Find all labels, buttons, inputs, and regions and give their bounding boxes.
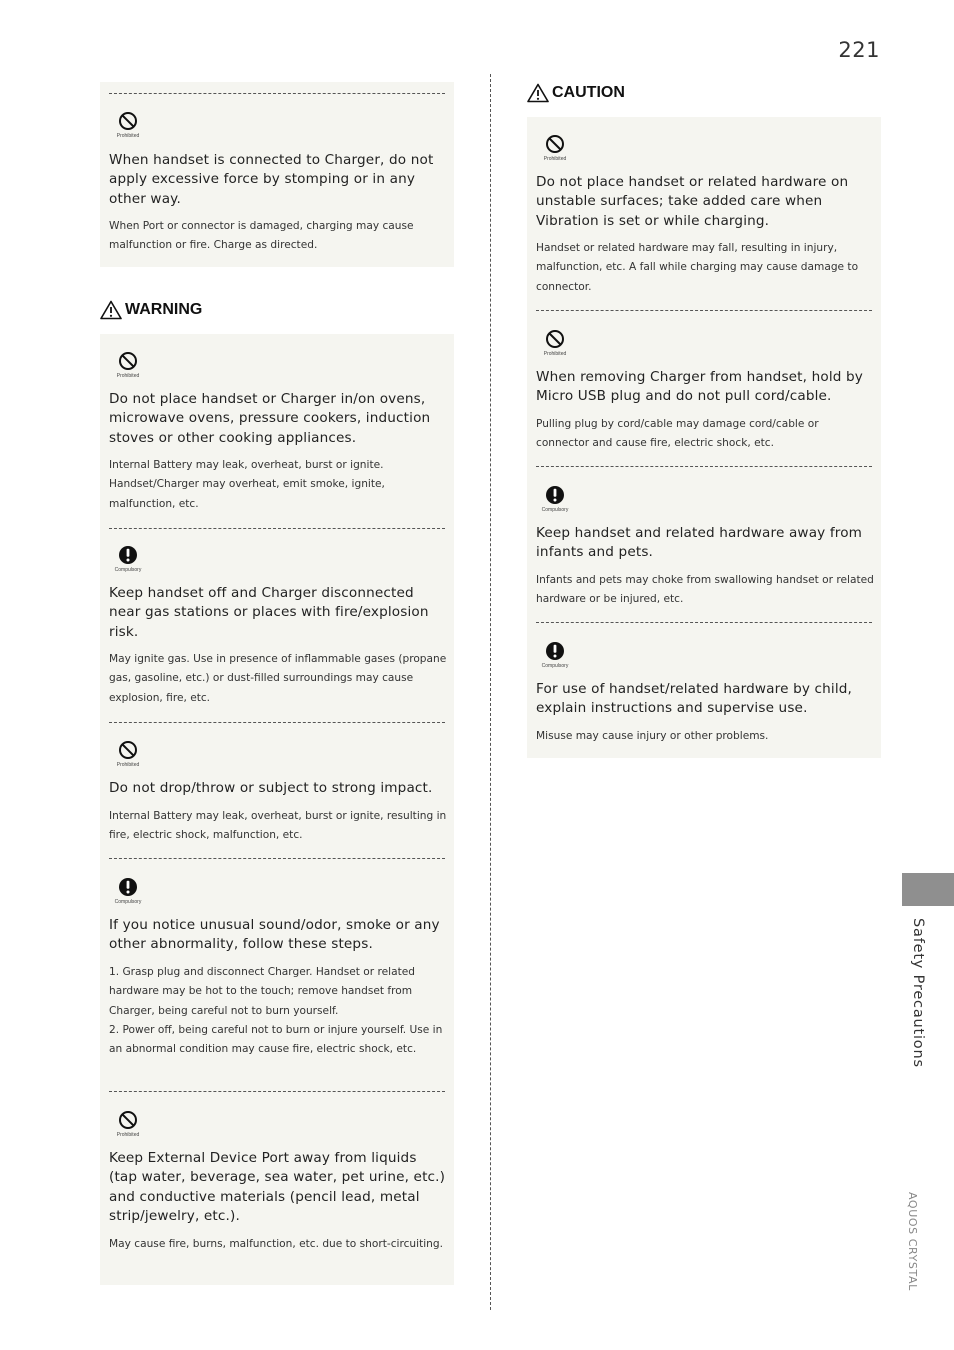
item-main-text: Do not place handset or related hardware on unstable surfaces; take added care when Vibration is set or while charging. [536,174,849,229]
item-main-text: Keep External Device Port away from liquids (tap water, beverage, sea water, pet urine, etc.) and conductive materials (pencil lead, metal strip/jewelry, etc.). [109,1150,446,1224]
separator [109,858,445,859]
item-sub-text: Pulling plug by cord/cable may damage cord/cable or connector and cause fire, electric shock, etc. [536,418,819,450]
item-sub-text: May ignite gas. Use in presence of inflammable gases (propane gas, gasoline, etc.) or dust-filled surroundings may cause explosion, fire, etc. [109,653,447,704]
warning-triangle-icon [100,300,122,320]
icon-label: Prohibited [543,156,567,162]
item-sub-text: When Port or connector is damaged, charging may cause malfunction or fire. Charge as directed. [109,220,414,252]
separator [536,310,872,311]
item-main-text: When removing Charger from handset, hold by Micro USB plug and do not pull cord/cable. [536,369,863,405]
item-sub-text: Internal Battery may leak, overheat, burst or ignite. Handset/Charger may overheat, emit smoke, ignite, malfunction, etc. [109,459,385,510]
prohibited-icon [109,740,147,774]
compulsory-icon [109,545,147,579]
compulsory-icon [109,877,147,911]
caution-heading [527,83,625,103]
item-sub-text: 1. Grasp plug and disconnect Charger. Handset or related hardware may be hot to the touch; remove handset from Charger, being careful not to burn yourself. 2. Power off, being careful not to burn or injure yourself. Use in an abnormal condition may cause fire, electric shock, etc. [109,966,443,1056]
icon-label: Prohibited [116,762,140,768]
icon-label: Prohibited [116,373,140,379]
section-tab-marker [902,873,954,906]
top-panel [100,82,454,267]
prohibited-icon [109,1110,147,1144]
separator [109,528,445,529]
separator [109,722,445,723]
brand-side-label: AQUOS CRYSTAL [906,1192,919,1291]
icon-label: Compulsory [541,507,569,513]
separator [109,93,445,94]
separator [536,622,872,623]
icon-label: Prohibited [116,1132,140,1138]
item-sub-text: Misuse may cause injury or other problems. [536,730,769,742]
item-main-text: Keep handset off and Charger disconnected near gas stations or places with fire/explosion risk. [109,585,429,640]
page-number: 221 [838,38,880,62]
warning-heading-text: WARNING [125,301,203,318]
icon-label: Compulsory [114,567,142,573]
icon-label: Prohibited [116,133,140,139]
compulsory-icon [536,641,574,675]
caution-panel [527,117,881,758]
item-sub-text: Handset or related hardware may fall, resulting in injury, malfunction, etc. A fall while charging may cause damage to connector. [536,242,859,293]
item-main-text: If you notice unusual sound/odor, smoke or any other abnormality, follow these steps. [109,917,440,953]
item-main-text: Do not drop/throw or subject to strong impact. [109,780,433,796]
prohibited-icon [536,134,574,168]
icon-label: Compulsory [114,899,142,905]
caution-triangle-icon [527,83,549,103]
item-main-text: For use of handset/related hardware by child, explain instructions and supervise use. [536,681,853,717]
compulsory-icon [536,485,574,519]
caution-heading-text: CAUTION [552,84,625,101]
prohibited-icon [536,329,574,363]
prohibited-icon [109,351,147,385]
warning-panel [100,334,454,1285]
prohibited-icon [109,111,147,145]
section-side-title: Safety Precautions [910,918,926,1068]
item-main-text: Keep handset and related hardware away from infants and pets. [536,525,863,561]
item-main-text: When handset is connected to Charger, do not apply excessive force by stomping or in any other way. [109,152,434,207]
icon-label: Compulsory [541,663,569,669]
column-divider [490,74,491,1310]
item-sub-text: Infants and pets may choke from swallowing handset or related hardware or be injured, etc. [536,574,874,606]
warning-heading [100,300,202,320]
separator [109,1091,445,1092]
separator [536,466,872,467]
item-sub-text: May cause fire, burns, malfunction, etc. due to short-circuiting. [109,1238,443,1250]
icon-label: Prohibited [543,351,567,357]
item-sub-text: Internal Battery may leak, overheat, burst or ignite, resulting in fire, electric shock, malfunction, etc. [109,810,447,842]
item-main-text: Do not place handset or Charger in/on ovens, microwave ovens, pressure cookers, induction stoves or other cooking appliances. [109,391,431,446]
